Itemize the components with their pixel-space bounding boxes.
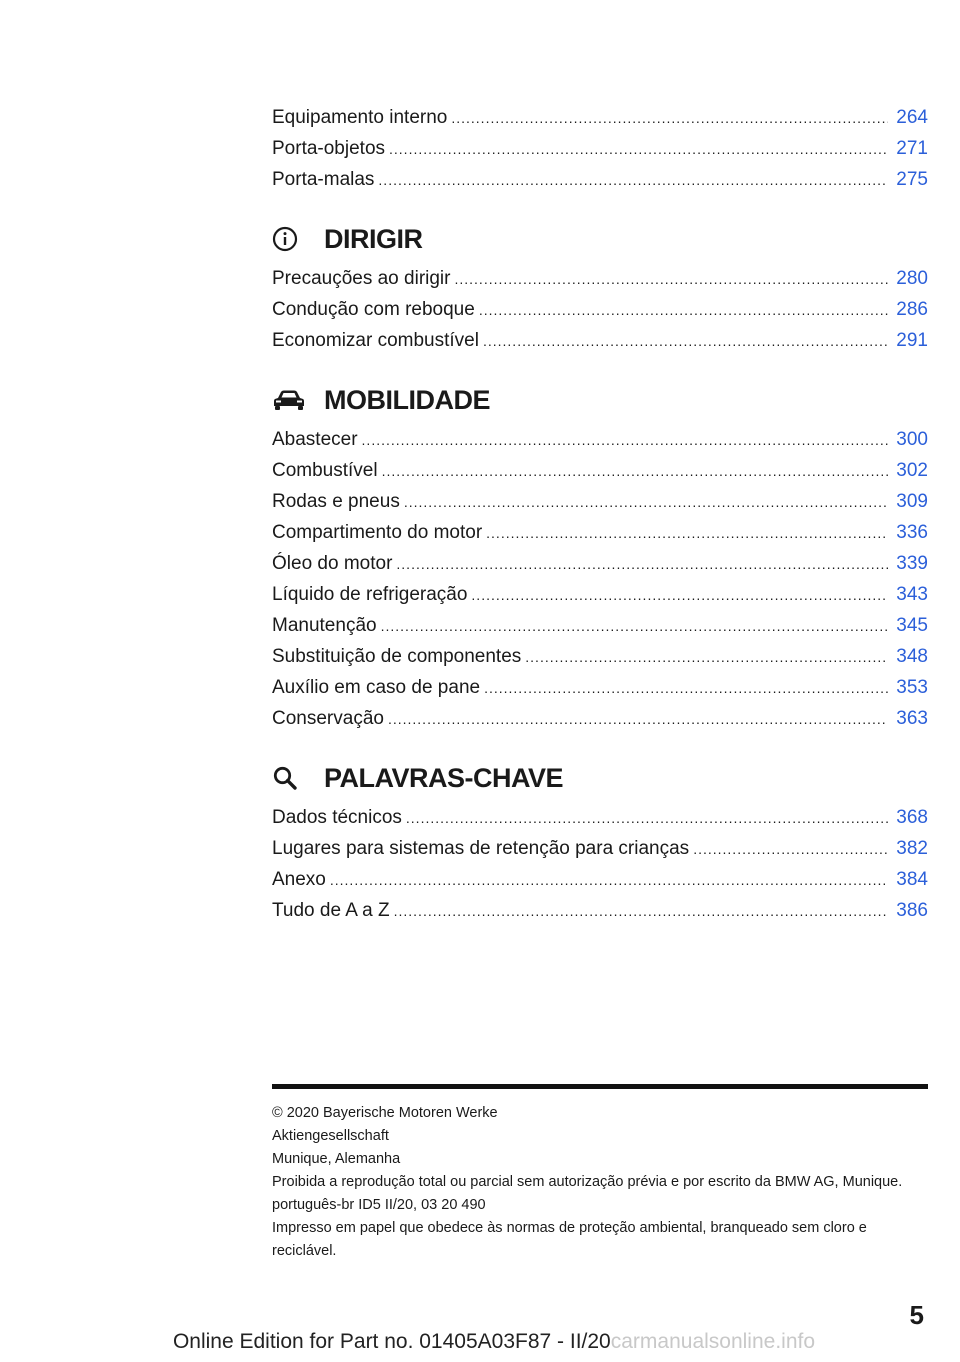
toc-leader-dots: [483, 326, 888, 357]
edition-footer: [0, 1330, 960, 1354]
toc-entry[interactable]: [272, 864, 928, 895]
toc-entry[interactable]: [272, 833, 928, 864]
section-list-palavras-chave: [272, 802, 928, 926]
toc-entry[interactable]: [272, 641, 928, 672]
toc-entry[interactable]: [272, 895, 928, 926]
toc-entry[interactable]: [272, 455, 928, 486]
toc-entry[interactable]: [272, 672, 928, 703]
toc-entry-title: Rodas e pneus: [272, 491, 400, 512]
toc-entry-title: Porta-objetos: [272, 138, 386, 159]
toc-entry[interactable]: [272, 610, 928, 641]
toc-entry-title: Manutenção: [272, 615, 377, 636]
page-number: 5: [909, 1300, 924, 1330]
paper-notice: Impresso em papel que obedece às normas de proteção ambiental, branqueado sem cloro e reciclável.: [272, 1220, 867, 1259]
toc-page-link[interactable]: 386: [896, 900, 928, 921]
toc-leader-dots: [406, 803, 888, 834]
toc-leader-dots: [388, 704, 888, 735]
toc-entry-title: Condução com reboque: [272, 299, 475, 320]
toc-entry-title: Substituição de componentes: [272, 646, 522, 667]
toc-leader-dots: [486, 518, 888, 549]
toc-entry-title: Lugares para sistemas de retenção para crianças: [272, 838, 690, 859]
section-title: MOBILIDADE: [324, 384, 490, 415]
footer-divider: [272, 1084, 928, 1089]
toc-page-link[interactable]: 271: [896, 138, 928, 159]
toc-page-link[interactable]: 353: [896, 677, 928, 698]
toc-leader-dots: [479, 295, 888, 326]
search-icon: [272, 761, 324, 795]
toc-leader-dots: [394, 896, 889, 927]
toc-entry[interactable]: [272, 294, 928, 325]
toc-entry-title: Equipamento interno: [272, 107, 448, 128]
reproduction-notice: Proibida a reprodução total ou parcial sem autorização prévia e por escrito da BMW AG, Munique.: [272, 1174, 903, 1190]
info-icon: [272, 222, 324, 256]
toc-leader-dots: [330, 865, 888, 896]
toc-entry[interactable]: [272, 802, 928, 833]
toc-entry[interactable]: [272, 325, 928, 356]
toc-leader-dots: [693, 834, 888, 865]
toc-entry-title: Combustível: [272, 460, 378, 481]
toc-page-link[interactable]: 286: [896, 299, 928, 320]
company-line: Aktiengesellschaft: [272, 1128, 389, 1144]
toc-entry[interactable]: [272, 548, 928, 579]
toc-entry-title: Dados técnicos: [272, 807, 402, 828]
location-line: Munique, Alemanha: [272, 1151, 401, 1167]
toc-leader-dots: [525, 642, 888, 673]
section-list-dirigir: [272, 263, 928, 356]
toc-leader-dots: [471, 580, 888, 611]
copyright-line: © 2020 Bayerische Motoren Werke: [272, 1105, 498, 1121]
edition-code: português-br ID5 II/20, 03 20 490: [272, 1197, 486, 1213]
toc-page-link[interactable]: 339: [896, 553, 928, 574]
toc-entry[interactable]: [272, 164, 928, 195]
toc-leader-dots: [484, 673, 888, 704]
toc-leader-dots: [454, 264, 888, 295]
toc-entry-title: Porta-malas: [272, 169, 375, 190]
section-title: PALAVRAS-CHAVE: [324, 762, 564, 793]
toc-entry[interactable]: [272, 424, 928, 455]
toc-leader-dots: [451, 103, 888, 134]
toc-entry-title: Compartimento do motor: [272, 522, 483, 543]
toc-page-link[interactable]: 291: [896, 330, 928, 351]
section-heading-palavras-chave: [272, 756, 928, 800]
toc-page-link[interactable]: 275: [896, 169, 928, 190]
toc-entry-title: Tudo de A a Z: [272, 900, 390, 921]
section-list-mobilidade: [272, 424, 928, 734]
toc-page-link[interactable]: 336: [896, 522, 928, 543]
toc-page-link[interactable]: 382: [896, 838, 928, 859]
section-heading-dirigir: [272, 217, 928, 261]
toc-entry[interactable]: [272, 133, 928, 164]
toc-entry[interactable]: [272, 486, 928, 517]
toc-entry-title: Óleo do motor: [272, 553, 393, 574]
toc-leader-dots: [404, 487, 888, 518]
toc-entry[interactable]: [272, 102, 928, 133]
toc-entry-title: Economizar combustível: [272, 330, 479, 351]
toc-page-link[interactable]: 309: [896, 491, 928, 512]
toc-leader-dots: [381, 611, 889, 642]
toc-entry-title: Precauções ao dirigir: [272, 268, 451, 289]
toc-entry[interactable]: [272, 263, 928, 294]
toc-leader-dots: [362, 425, 889, 456]
toc-page-link[interactable]: 264: [896, 107, 928, 128]
toc-leader-dots: [378, 165, 888, 196]
toc-leader-dots: [389, 134, 888, 165]
edition-text: Online Edition for Part no. 01405A03F87 - II/20: [172, 1330, 611, 1353]
toc-entry-title: Auxílio em caso de pane: [272, 677, 481, 698]
imprint-block: [272, 1102, 928, 1263]
toc-page-link[interactable]: 363: [896, 708, 928, 729]
toc-page-link[interactable]: 280: [896, 268, 928, 289]
toc-entry-title: Conservação: [272, 708, 384, 729]
toc-entry[interactable]: [272, 517, 928, 548]
toc-page-link[interactable]: 368: [896, 807, 928, 828]
toc-page-link[interactable]: 348: [896, 646, 928, 667]
toc-entry-title: Anexo: [272, 869, 326, 890]
car-icon: [272, 383, 324, 417]
toc-page-link[interactable]: 343: [896, 584, 928, 605]
section-heading-mobilidade: [272, 378, 928, 422]
toc-page-link[interactable]: 300: [896, 429, 928, 450]
toc-entry-title: Líquido de refrigeração: [272, 584, 468, 605]
toc-entry[interactable]: [272, 703, 928, 734]
toc-page-link[interactable]: 345: [896, 615, 928, 636]
toc-page-link[interactable]: 302: [896, 460, 928, 481]
toc-page-link[interactable]: 384: [896, 869, 928, 890]
toc-leader-dots: [382, 456, 889, 487]
toc-leader-dots: [396, 549, 888, 580]
table-of-contents: [272, 102, 928, 926]
toc-intro-list: [272, 102, 928, 195]
watermark-text: carmanualsonline.info: [610, 1330, 816, 1353]
toc-entry[interactable]: [272, 579, 928, 610]
section-title: DIRIGIR: [324, 223, 423, 254]
toc-entry-title: Abastecer: [272, 429, 358, 450]
